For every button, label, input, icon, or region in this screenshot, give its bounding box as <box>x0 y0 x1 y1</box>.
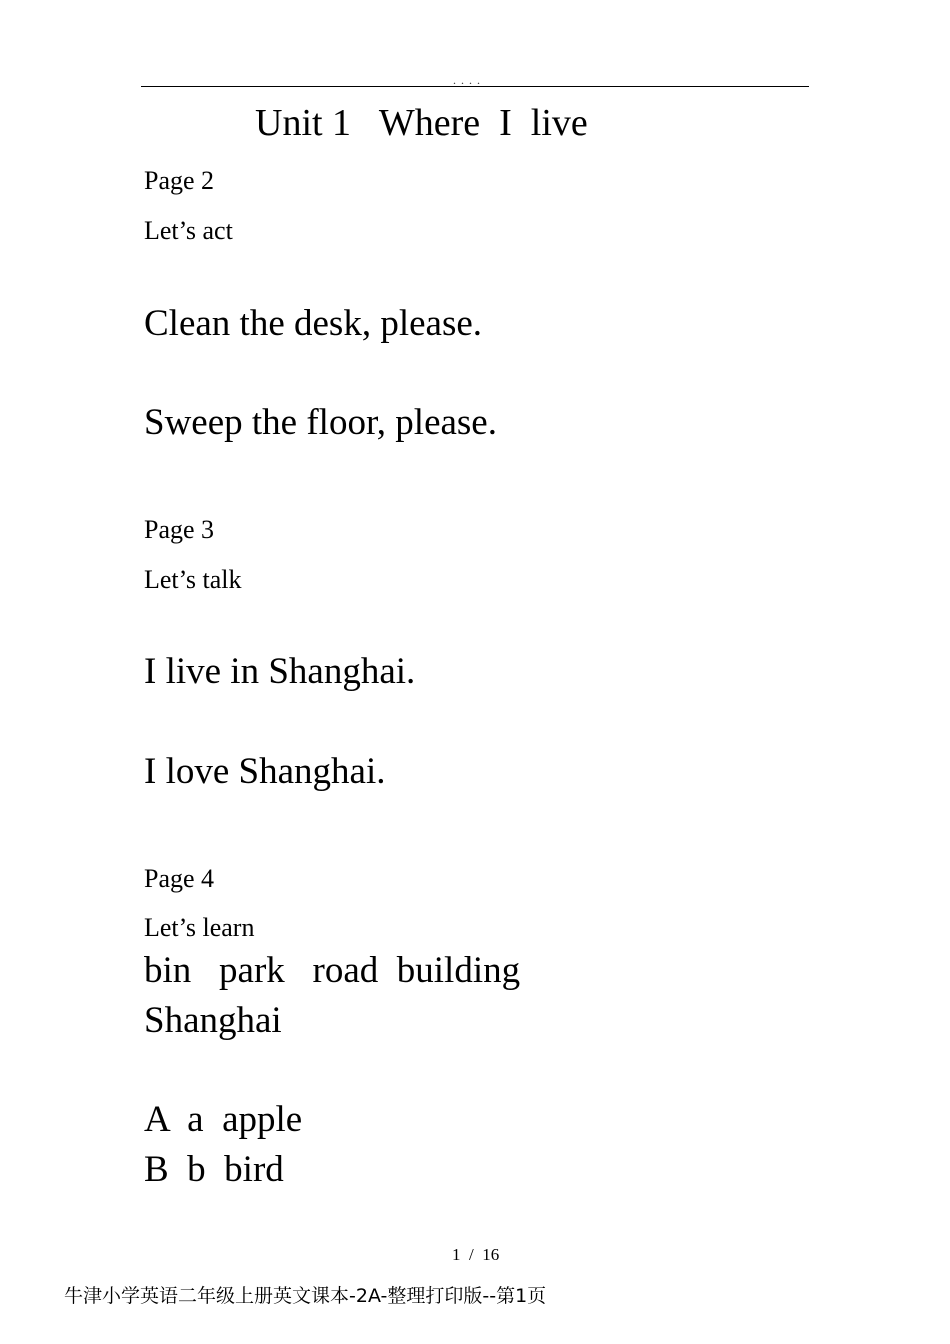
vocabulary-line: Shanghai <box>144 1000 282 1041</box>
letter-line: B b bird <box>144 1149 284 1190</box>
activity-heading: Let’s talk <box>144 565 242 594</box>
footer-caption: 牛津小学英语二年级上册英文课本-2A-整理打印版--第1页 <box>64 1285 547 1307</box>
activity-heading: Let’s act <box>144 216 233 245</box>
sentence: I love Shanghai. <box>144 751 386 792</box>
page-label: Page 3 <box>144 515 215 544</box>
header-rule <box>141 86 809 87</box>
activity-heading: Let’s learn <box>144 913 255 942</box>
page-label: Page 2 <box>144 166 215 195</box>
header-dots: . . . . <box>453 73 481 87</box>
letter-line: A a apple <box>144 1099 303 1140</box>
vocabulary-line: bin park road building <box>144 950 521 991</box>
sentence: Sweep the floor, please. <box>144 402 497 443</box>
sentence: Clean the desk, please. <box>144 303 483 344</box>
unit-title: Unit 1 Where I live <box>255 102 588 144</box>
page-label: Page 4 <box>144 864 215 893</box>
sentence: I live in Shanghai. <box>144 651 416 692</box>
page-number: 1 / 16 <box>452 1245 500 1264</box>
